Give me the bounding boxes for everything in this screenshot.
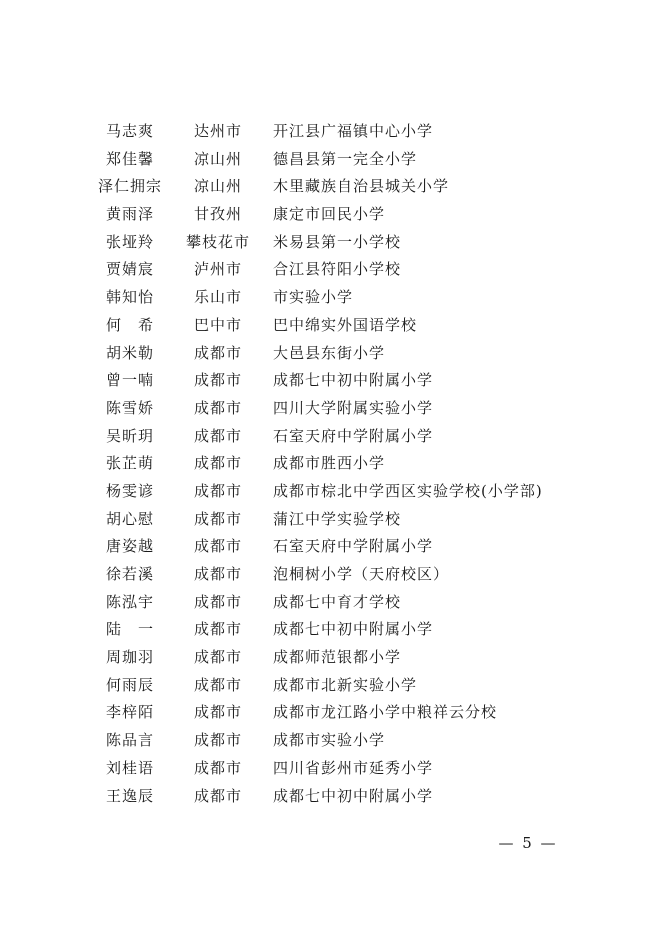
student-school: 开江县广福镇中心小学 <box>273 122 434 140</box>
student-name: 泽仁拥宗 <box>97 177 162 196</box>
student-school: 成都市龙江路小学中粮祥云分校 <box>273 703 498 722</box>
student-name: 何雨辰 <box>105 675 154 694</box>
student-city: 成都市 <box>193 675 242 694</box>
roster-row <box>0 672 660 700</box>
student-city: 成都市 <box>193 648 242 667</box>
student-city: 成都市 <box>193 620 242 639</box>
student-city: 成都市 <box>193 565 242 583</box>
roster-row <box>0 118 660 146</box>
roster-row <box>0 644 660 672</box>
roster-row <box>0 395 660 423</box>
student-name: 郑佳馨 <box>105 149 154 168</box>
student-city: 成都市 <box>193 703 242 722</box>
roster-row <box>0 783 660 811</box>
student-name: 陆 一 <box>105 620 154 639</box>
student-city: 成都市 <box>193 731 242 750</box>
student-city: 成都市 <box>193 481 242 500</box>
student-school: 石室天府中学附属小学 <box>273 537 434 556</box>
roster-row <box>0 256 660 284</box>
student-school: 四川大学附属实验小学 <box>273 398 434 417</box>
student-school: 成都市胜西小学 <box>273 454 386 473</box>
student-city: 凉山州 <box>193 149 242 168</box>
roster-row <box>0 367 660 395</box>
roster-row <box>0 284 660 312</box>
student-school: 市实验小学 <box>273 288 354 307</box>
student-school: 成都七中初中附属小学 <box>273 620 434 639</box>
student-city: 成都市 <box>193 786 242 805</box>
roster-row <box>0 423 660 451</box>
student-school: 成都七中育才学校 <box>273 592 402 611</box>
student-school: 成都市棕北中学西区实验学校(小学部) <box>273 481 543 500</box>
student-name: 韩知怡 <box>105 288 154 307</box>
roster-row <box>0 450 660 478</box>
student-name: 刘桂语 <box>105 758 154 777</box>
roster-row <box>0 340 660 368</box>
roster-row <box>0 506 660 534</box>
student-school: 成都师范银都小学 <box>273 648 402 667</box>
student-name: 唐姿越 <box>105 537 154 556</box>
student-city: 成都市 <box>193 398 242 417</box>
student-school: 木里藏族自治县城关小学 <box>273 177 450 196</box>
student-school: 巴中绵实外国语学校 <box>273 315 418 334</box>
student-city: 成都市 <box>193 371 242 390</box>
student-name: 陈泓宇 <box>105 592 154 611</box>
student-city: 成都市 <box>193 426 242 445</box>
student-name: 曾一喃 <box>105 371 154 390</box>
student-name: 张垭羚 <box>105 232 154 251</box>
student-roster <box>0 118 660 810</box>
student-city: 凉山州 <box>193 177 242 196</box>
student-city: 乐山市 <box>193 288 242 307</box>
student-name: 贾婧宸 <box>105 260 154 279</box>
roster-row <box>0 755 660 783</box>
roster-row <box>0 699 660 727</box>
student-city: 攀枝花市 <box>185 232 250 251</box>
student-name: 张芷萌 <box>105 454 154 473</box>
student-name: 徐若溪 <box>105 565 154 583</box>
roster-row <box>0 312 660 340</box>
student-school: 泡桐树小学（天府校区） <box>273 565 450 583</box>
student-school: 成都市北新实验小学 <box>273 675 418 694</box>
student-school: 成都七中初中附属小学 <box>273 786 434 805</box>
student-name: 胡米勒 <box>105 343 154 362</box>
student-school: 石室天府中学附属小学 <box>273 426 434 445</box>
student-school: 大邑县东街小学 <box>273 343 386 362</box>
roster-row <box>0 616 660 644</box>
student-name: 何 希 <box>105 315 154 334</box>
student-name: 吴昕玥 <box>105 426 154 445</box>
roster-row <box>0 478 660 506</box>
page-number: — 5 — <box>498 834 558 852</box>
roster-row <box>0 533 660 561</box>
student-school: 成都七中初中附属小学 <box>273 371 434 390</box>
student-name: 杨雯谚 <box>105 481 154 500</box>
student-name: 马志爽 <box>105 122 154 140</box>
student-school: 合江县符阳小学校 <box>273 260 402 279</box>
student-city: 成都市 <box>193 758 242 777</box>
student-name: 周珈羽 <box>105 648 154 667</box>
student-city: 成都市 <box>193 592 242 611</box>
roster-row <box>0 201 660 229</box>
student-school: 四川省彭州市延秀小学 <box>273 758 434 777</box>
student-city: 成都市 <box>193 509 242 528</box>
roster-row <box>0 146 660 174</box>
roster-row <box>0 229 660 257</box>
student-city: 泸州市 <box>193 260 242 279</box>
student-name: 李梓陌 <box>105 703 154 722</box>
student-name: 陈雪娇 <box>105 398 154 417</box>
student-name: 王逸辰 <box>105 786 154 805</box>
student-name: 黄雨泽 <box>105 205 154 224</box>
student-name: 胡心慰 <box>105 509 154 528</box>
student-school: 成都市实验小学 <box>273 731 386 750</box>
student-school: 康定市回民小学 <box>273 205 386 224</box>
roster-row <box>0 727 660 755</box>
roster-row <box>0 173 660 201</box>
student-school: 米易县第一小学校 <box>273 232 402 251</box>
student-city: 成都市 <box>193 343 242 362</box>
student-name: 陈品言 <box>105 731 154 750</box>
student-school: 德昌县第一完全小学 <box>273 149 418 168</box>
student-city: 成都市 <box>193 454 242 473</box>
student-city: 成都市 <box>193 537 242 556</box>
roster-row <box>0 589 660 617</box>
roster-row <box>0 561 660 589</box>
student-school: 蒲江中学实验学校 <box>273 509 402 528</box>
student-city: 甘孜州 <box>193 205 242 224</box>
student-city: 达州市 <box>193 122 242 140</box>
student-city: 巴中市 <box>193 315 242 334</box>
